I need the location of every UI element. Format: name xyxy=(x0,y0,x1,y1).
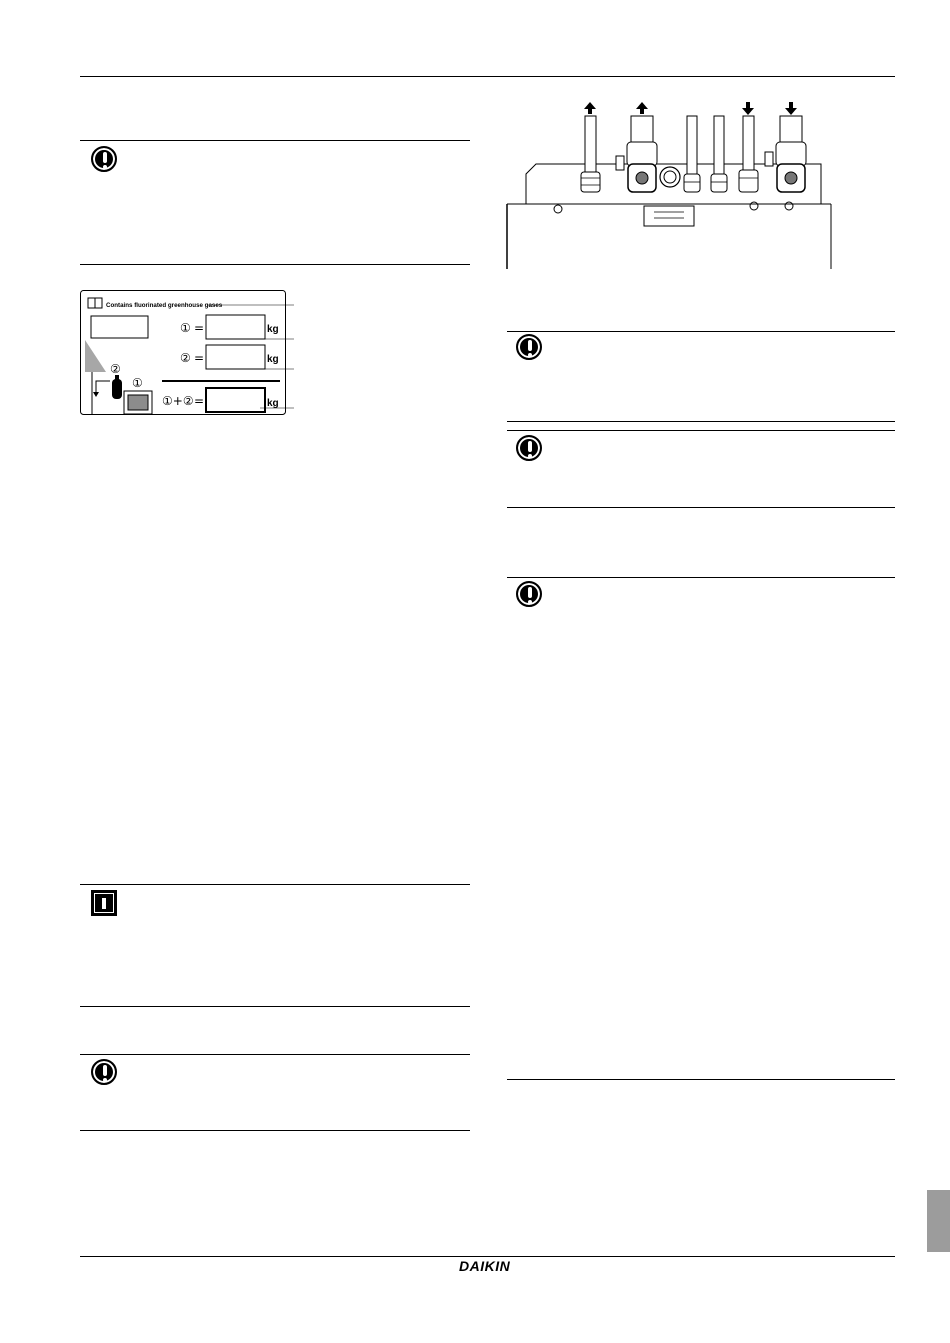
pipe-connections-illustration xyxy=(506,98,836,270)
chapter-tab xyxy=(927,1190,950,1252)
daikin-logo: DAIKIN xyxy=(459,1258,511,1274)
notice-top-rule xyxy=(80,884,470,885)
header-rule xyxy=(80,76,895,77)
factory-charge-label: ① xyxy=(180,321,191,335)
svg-text:=: = xyxy=(194,394,205,408)
info-icon xyxy=(91,890,117,916)
notice-bottom-rule xyxy=(507,421,895,422)
warning-icon xyxy=(91,146,117,172)
unit-kg: kg xyxy=(267,354,279,365)
arrow-down-icon xyxy=(742,102,754,115)
factory-charge-box xyxy=(206,315,265,339)
unit-kg: kg xyxy=(267,324,279,335)
arrow-down-icon xyxy=(785,102,797,115)
warning-icon xyxy=(516,435,542,461)
arrow-up-icon xyxy=(584,102,596,114)
additional-charge-box xyxy=(206,345,265,369)
notice-top-rule xyxy=(507,331,895,332)
svg-text:=: = xyxy=(194,351,205,365)
notice-top-rule xyxy=(80,140,470,141)
notice-bottom-rule xyxy=(80,1130,470,1131)
notice-bottom-rule xyxy=(507,507,895,508)
notice-bottom-rule xyxy=(80,264,470,265)
svg-text:=: = xyxy=(194,321,205,335)
footer-rule xyxy=(80,1256,895,1257)
svg-text:②: ② xyxy=(110,362,121,376)
notice-bottom-rule xyxy=(80,1006,470,1007)
notice-bottom-rule xyxy=(507,1079,895,1080)
notice-top-rule xyxy=(507,430,895,431)
arrow-up-icon xyxy=(636,102,648,114)
notice-top-rule xyxy=(80,1054,470,1055)
svg-text:①: ① xyxy=(132,376,143,390)
warning-icon xyxy=(91,1059,117,1085)
label-title: Contains fluorinated greenhouse gases xyxy=(106,302,223,309)
warning-icon xyxy=(516,334,542,360)
total-charge-box xyxy=(206,388,265,412)
unit-kg: kg xyxy=(267,398,279,409)
fluorinated-gas-label xyxy=(80,290,295,420)
warning-icon xyxy=(516,581,542,607)
total-charge-label: ①+② xyxy=(162,394,194,408)
notice-top-rule xyxy=(507,577,895,578)
additional-charge-label: ② xyxy=(180,351,191,365)
